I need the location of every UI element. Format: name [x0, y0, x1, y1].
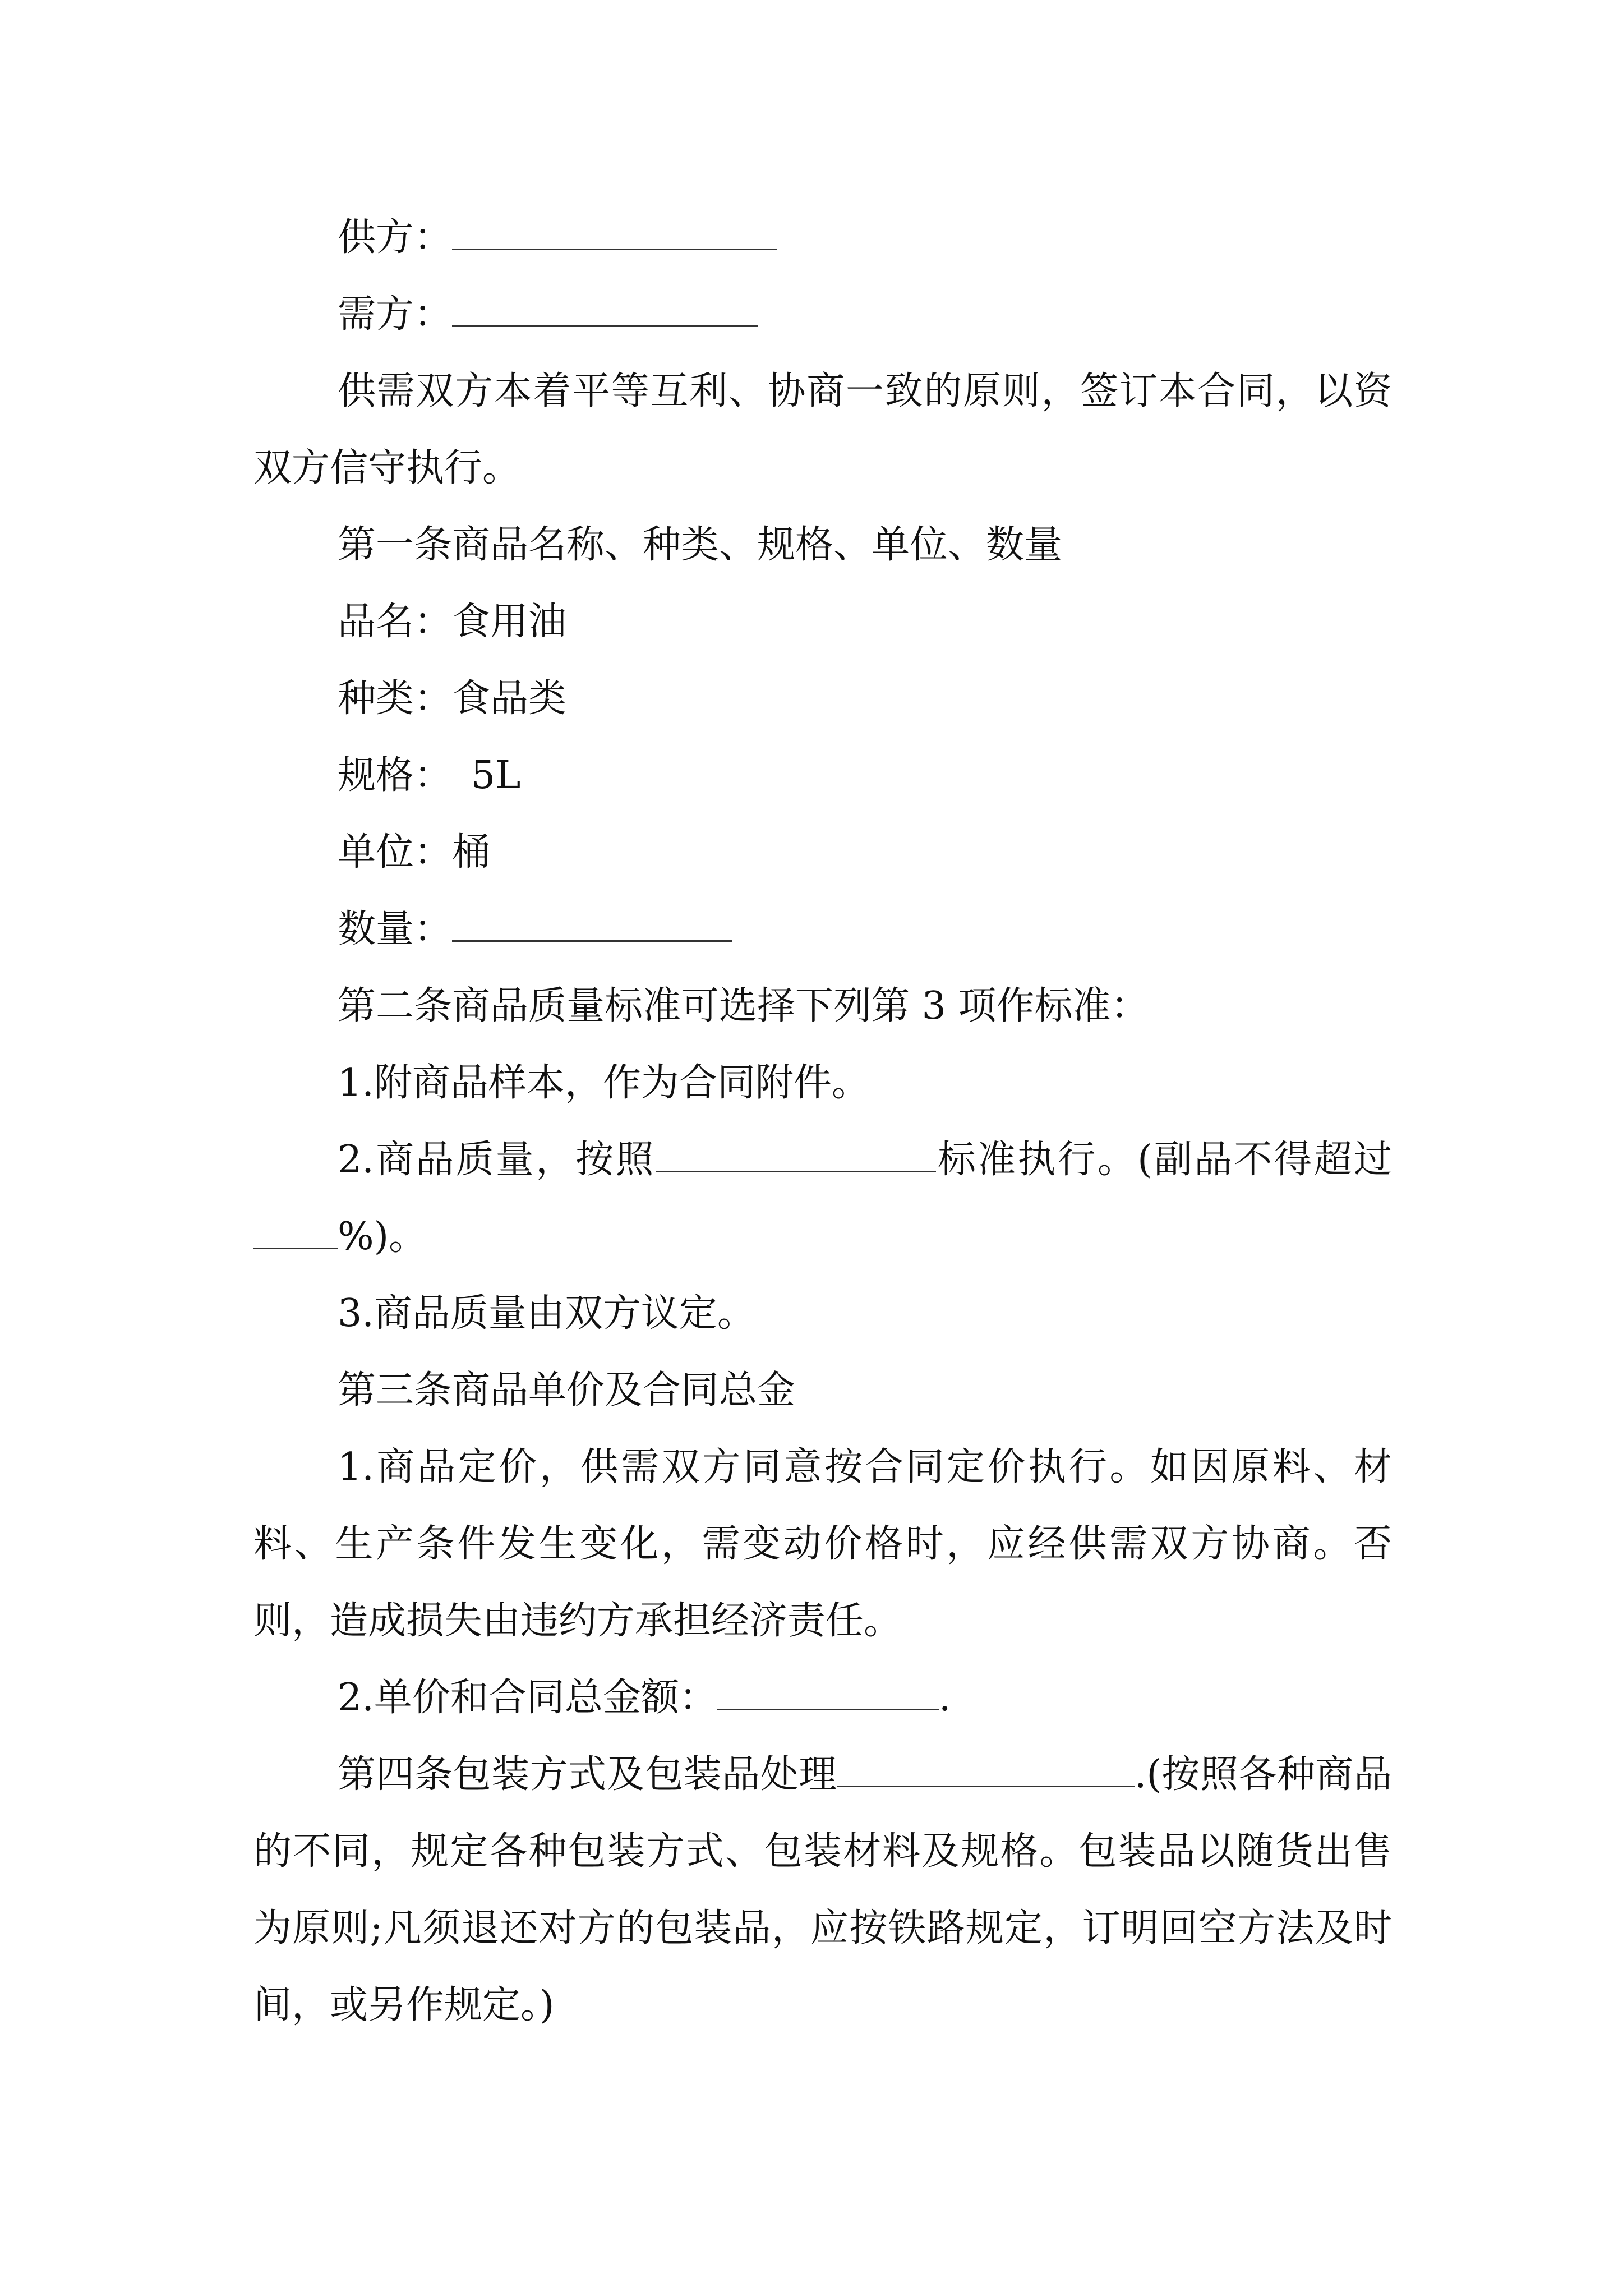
article-2-item-3: 3.商品质量由双方议定。 [338, 1291, 755, 1336]
supplier-line [253, 199, 1392, 276]
article-2-item-2-text-b: 标准执行。(副品不得超过 [935, 1138, 1392, 1182]
demand-blank [452, 292, 758, 327]
product-qty-label: 数量： [338, 907, 453, 951]
article-2-item-2-text-a: 2.商品质量，按照 [338, 1138, 656, 1182]
product-unit-label: 单位： [338, 830, 453, 875]
article-4 [253, 1736, 1392, 2044]
article-3-item-2-text-b: . [938, 1676, 951, 1720]
product-name-line [253, 583, 1392, 660]
article-4-text-a: 第四条包装方式及包装品处理 [338, 1752, 837, 1797]
qty-blank [452, 907, 732, 942]
supplier-blank [452, 215, 777, 250]
article-1-title: 第一条商品名称、种类、规格、单位、数量 [338, 523, 1063, 567]
article-2-title: 第二条商品质量标准可选择下列第 3 项作标准： [338, 984, 1149, 1028]
product-name-label: 品名： [338, 600, 453, 644]
article-2-item-2 [253, 1121, 1392, 1275]
supplier-label: 供方： [338, 215, 453, 260]
article-3-item-1: 1.商品定价，供需双方同意按合同定价执行。如因原料、材料、生产条件发生变化，需变动价格时，应经供需双方协商。否则，造成损失由违约方承担经济责任。 [253, 1445, 1392, 1643]
standard-blank [656, 1137, 936, 1172]
contract-body [253, 199, 1392, 2044]
percent-blank [253, 1214, 338, 1249]
product-unit-value: 桶 [452, 830, 491, 875]
product-spec-label: 规格： [338, 753, 453, 798]
product-qty-line [253, 891, 1392, 968]
demand-line [253, 276, 1392, 353]
intro-paragraph: 供需双方本着平等互利、协商一致的原则，签订本合同，以资双方信守执行。 [253, 369, 1392, 490]
demand-label: 需方： [338, 292, 453, 337]
product-kind-label: 种类： [338, 677, 453, 721]
article-3-item-2-text-a: 2.单价和合同总金额： [338, 1676, 717, 1720]
product-spec-value: 5L [471, 753, 521, 798]
packaging-blank [837, 1752, 1135, 1787]
article-4-text-b: .(按照各种商品的不同，规定各种包装方式、包装材料及规格。包装品以随货出售为原则;凡须退还对方的包装品，应按铁路规定，订明回空方法及时间，或另作规定。) [253, 1752, 1392, 2027]
product-kind-line [253, 660, 1392, 737]
article-3-title: 第三条商品单价及合同总金 [338, 1368, 796, 1412]
article-2-item-1: 1.附商品样本，作为合同附件。 [338, 1061, 870, 1105]
total-amount-blank [717, 1675, 939, 1710]
product-kind-value: 食品类 [452, 677, 567, 721]
article-3-item-2 [253, 1659, 1392, 1736]
product-unit-line [253, 814, 1392, 891]
product-name-value: 食用油 [452, 600, 567, 644]
product-spec-line [253, 737, 1392, 814]
article-2-item-2-text-c: %)。 [338, 1214, 427, 1259]
